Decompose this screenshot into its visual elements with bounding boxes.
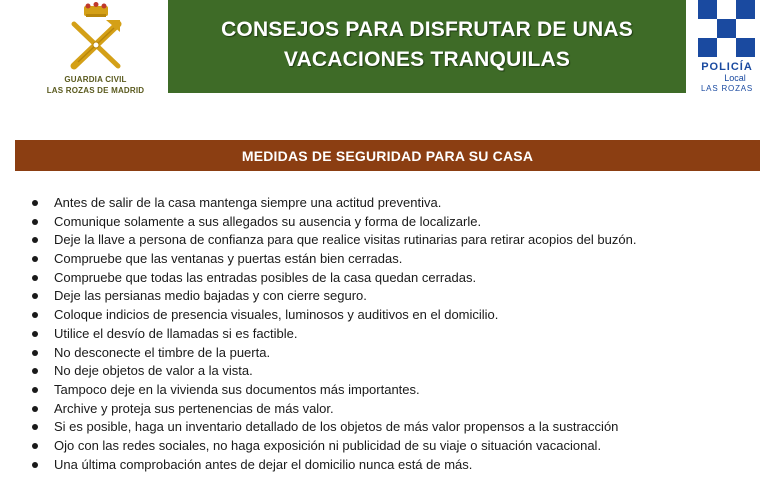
list-item-text: Tampoco deje en la vivienda sus documentos más importantes. xyxy=(54,381,420,397)
bullet-icon xyxy=(32,387,38,393)
list-item-text: Deje la llave a persona de confianza para que realice visitas rutinarias para retirar acopios del buzón. xyxy=(54,232,637,248)
bullet-icon xyxy=(32,350,38,356)
list-item xyxy=(0,287,776,306)
policia-local-logo xyxy=(696,0,776,100)
list-item-text: Antes de salir de la casa mantenga siempre una actitud preventiva. xyxy=(54,195,442,210)
bullet-icon xyxy=(32,200,38,206)
bullet-icon xyxy=(32,237,38,243)
section-banner xyxy=(15,140,760,171)
section-heading: MEDIDAS DE SEGURIDAD PARA SU CASA xyxy=(241,148,534,164)
list-item-text: Si es posible, haga un inventario detallado de los objetos de más valor propensos a la sustracción xyxy=(54,419,619,435)
bullet-icon xyxy=(32,256,38,262)
list-item-text: Archive y proteja sus pertenencias de más valor. xyxy=(54,400,334,416)
list-item xyxy=(0,400,776,419)
guardia-civil-location: LAS ROZAS DE MADRID xyxy=(46,86,145,95)
local-label: Local xyxy=(724,73,746,83)
policia-label: POLICÍA xyxy=(701,61,753,73)
list-item-text: Coloque indicios de presencia visuales, luminosos y auditivos en el domicilio. xyxy=(54,307,499,323)
list-item xyxy=(0,231,776,250)
list-item xyxy=(0,344,776,363)
guardia-civil-emblem-icon xyxy=(66,2,126,72)
bullet-icon xyxy=(32,293,38,299)
list-item xyxy=(0,362,776,381)
page-title-line2: VACACIONES TRANQUILAS xyxy=(283,48,571,71)
guardia-civil-logo xyxy=(28,0,163,100)
list-item xyxy=(0,418,776,437)
list-item-text: Deje las persianas medio bajadas y con cierre seguro. xyxy=(54,288,367,304)
list-item-text: Una última comprobación antes de dejar el domicilio nunca está de más. xyxy=(54,456,473,472)
guardia-civil-label: GUARDIA CIVIL xyxy=(64,75,127,84)
list-item-text: Compruebe que las ventanas y puertas están bien cerradas. xyxy=(54,251,403,267)
list-item-text: No deje objetos de valor a la vista. xyxy=(54,363,253,379)
bullet-icon xyxy=(32,219,38,225)
list-item xyxy=(0,325,776,344)
list-item-text: Ojo con las redes sociales, no haga exposición ni publicidad de su viaje o situación vacacional. xyxy=(54,437,602,453)
bullet-icon xyxy=(32,368,38,374)
bullet-icon xyxy=(32,443,38,449)
bullet-icon xyxy=(32,312,38,318)
list-item xyxy=(0,437,776,456)
list-item xyxy=(0,250,776,269)
list-item xyxy=(0,194,776,213)
policia-location: LAS ROZAS xyxy=(700,84,754,93)
bullet-icon xyxy=(32,462,38,468)
list-item xyxy=(0,456,776,475)
title-box xyxy=(168,0,686,93)
list-item xyxy=(0,269,776,288)
page-title-line1: CONSEJOS PARA DISFRUTAR DE UNAS xyxy=(221,18,633,41)
bullet-icon xyxy=(32,406,38,412)
checkered-shield-icon xyxy=(696,0,758,58)
bullet-icon xyxy=(32,424,38,430)
list-item-text: No desconecte el timbre de la puerta. xyxy=(54,344,271,360)
list-item xyxy=(0,381,776,400)
list-item xyxy=(0,213,776,232)
bullet-icon xyxy=(32,331,38,337)
list-item-text: Comunique solamente a sus allegados su ausencia y forma de localizarle. xyxy=(54,213,482,229)
list-item-text: Utilice el desvío de llamadas si es factible. xyxy=(54,325,298,341)
list-item-text: Compruebe que todas las entradas posibles de la casa quedan cerradas. xyxy=(54,269,477,285)
advice-list xyxy=(0,194,776,474)
list-item xyxy=(0,306,776,325)
bullet-icon xyxy=(32,275,38,281)
